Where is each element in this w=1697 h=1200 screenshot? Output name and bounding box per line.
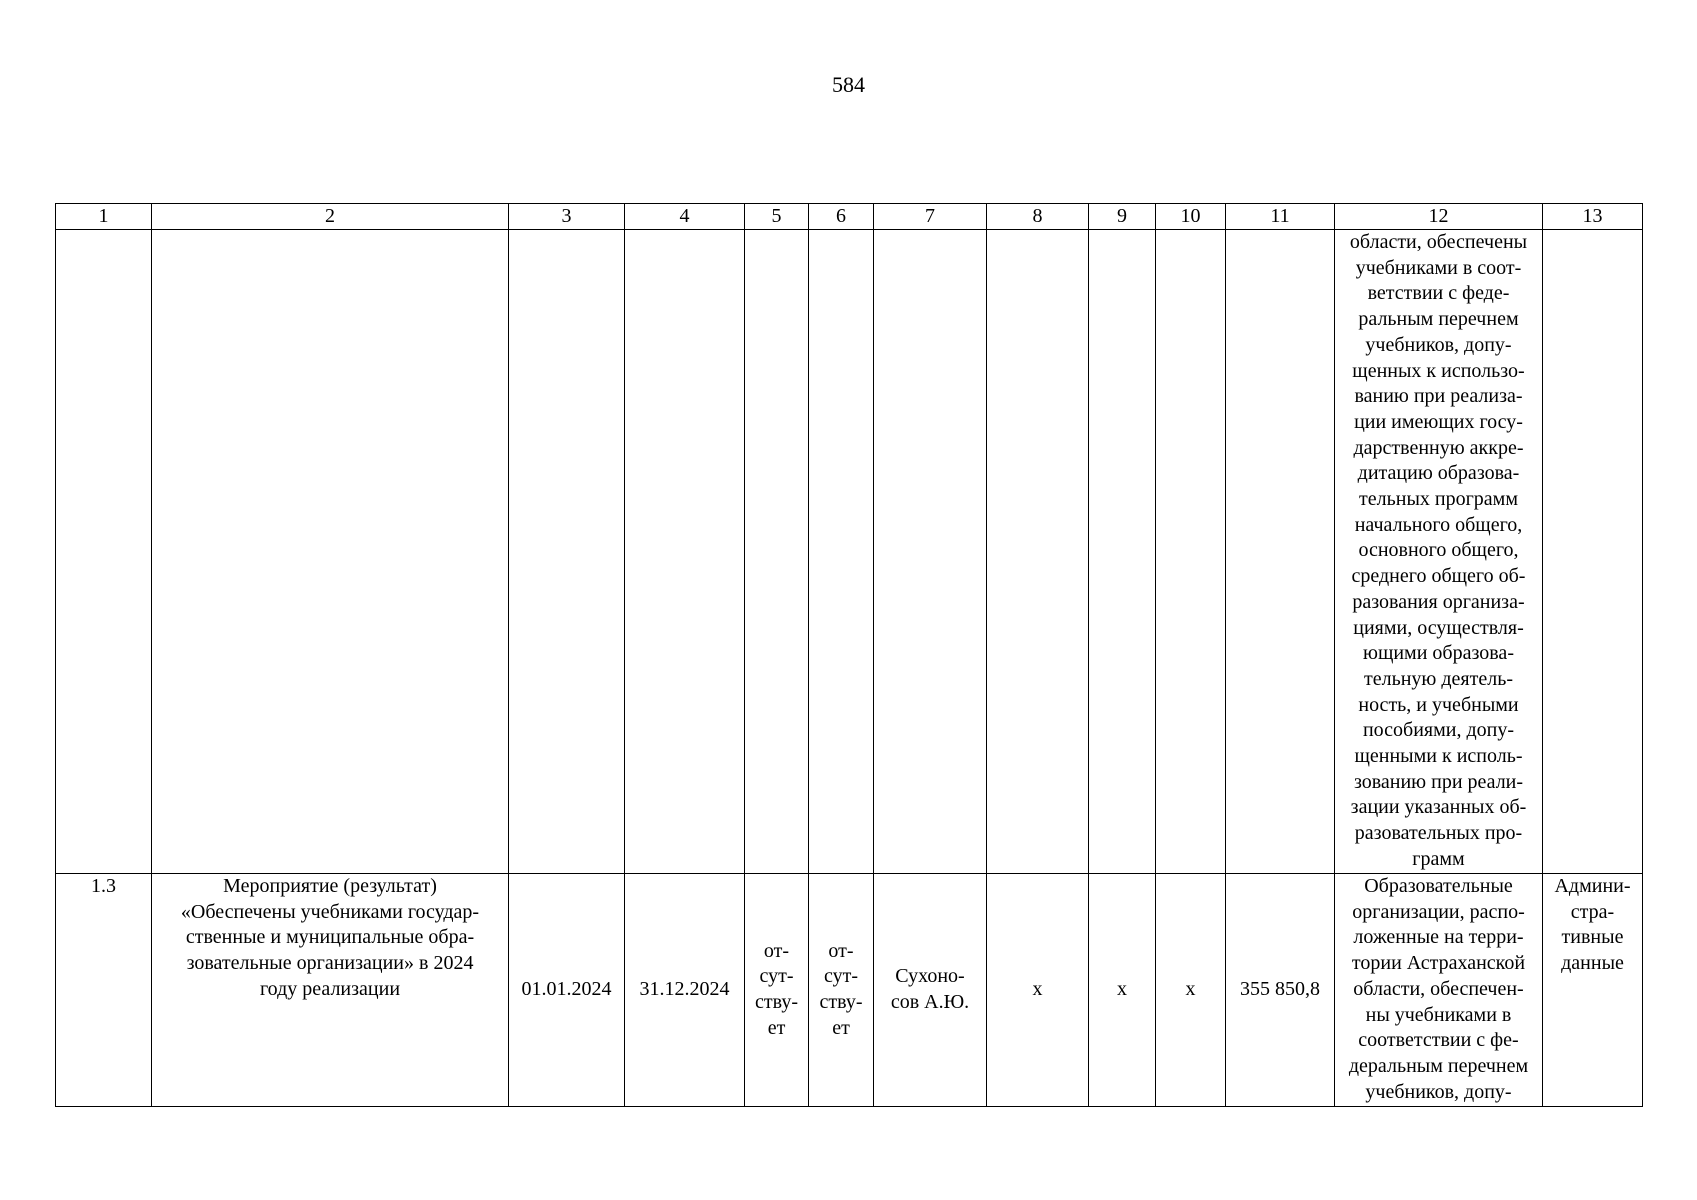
table-row-item-1-3 xyxy=(56,874,1643,1107)
cell-empty xyxy=(1226,230,1335,874)
cell-empty xyxy=(509,230,625,874)
column-number-3: 3 xyxy=(509,204,625,230)
result-continuation-text: области, обеспечены учебниками в соот- ветствии с феде- ральным перечнем учебников, допу- щенных к использо- ванию при реализа- ции имеющих госу- дарственную аккре- дитацию образова- тельных программ начального общего, основного общего, среднего общего об- разования организа- циями, осуществля- ющими образова- тельную деятель- ность, и учебными пособиями, допу- щенными к исполь- зованию при реали- зации указанных об- разовательных про- грамм xyxy=(1349,231,1528,870)
table-row-continuation xyxy=(56,230,1643,874)
result-description-text: Образовательные организации, распо- ложенные на терри- тории Астраханской области, обеспечен- ны учебниками в соответствии с фе- деральным перечнем учебников, допу- xyxy=(1348,875,1529,1103)
column-number-2: 2 xyxy=(152,204,509,230)
cell-empty xyxy=(809,230,874,874)
column-number-13: 13 xyxy=(1543,204,1643,230)
cell-empty xyxy=(1543,230,1643,874)
cell-col5 xyxy=(745,874,809,1107)
cell-empty xyxy=(1156,230,1226,874)
cell-empty xyxy=(874,230,987,874)
col6-text: от- сут- ству- ет xyxy=(819,939,863,1039)
column-number-row xyxy=(56,204,1643,230)
item-title-text: Мероприятие (результат) «Обеспечены учебниками государ- ственные и муниципальные обра- зовательные организации» в 2024 году реализации xyxy=(180,875,480,1000)
column-number-1: 1 xyxy=(56,204,152,230)
cell-item-number: 1.3 xyxy=(56,874,152,1107)
column-number-12: 12 xyxy=(1335,204,1543,230)
column-number-11: 11 xyxy=(1226,204,1335,230)
cell-start-date: 01.01.2024 xyxy=(509,874,625,1107)
column-number-5: 5 xyxy=(745,204,809,230)
cell-end-date: 31.12.2024 xyxy=(625,874,745,1107)
cell-empty xyxy=(1089,230,1156,874)
cell-amount: 355 850,8 xyxy=(1226,874,1335,1107)
page-number: 584 xyxy=(832,72,865,97)
column-number-8: 8 xyxy=(987,204,1089,230)
cell-col10: х xyxy=(1156,874,1226,1107)
cell-col6 xyxy=(809,874,874,1107)
cell-empty xyxy=(625,230,745,874)
cell-result-description xyxy=(1335,874,1543,1107)
cell-item-title xyxy=(152,874,509,1107)
column-number-9: 9 xyxy=(1089,204,1156,230)
cell-result-continuation xyxy=(1335,230,1543,874)
cell-data-source xyxy=(1543,874,1643,1107)
plan-table xyxy=(55,203,1643,1107)
col5-text: от- сут- ству- ет xyxy=(754,939,799,1039)
cell-empty xyxy=(56,230,152,874)
cell-empty xyxy=(987,230,1089,874)
responsible-text: Сухоно- сов А.Ю. xyxy=(890,965,970,1013)
column-number-7: 7 xyxy=(874,204,987,230)
data-source-text: Админи- стра- тивные данные xyxy=(1554,875,1631,975)
cell-col8: х xyxy=(987,874,1089,1107)
cell-col9: х xyxy=(1089,874,1156,1107)
cell-responsible xyxy=(874,874,987,1107)
column-number-6: 6 xyxy=(809,204,874,230)
column-number-10: 10 xyxy=(1156,204,1226,230)
column-number-4: 4 xyxy=(625,204,745,230)
cell-empty xyxy=(152,230,509,874)
cell-empty xyxy=(745,230,809,874)
